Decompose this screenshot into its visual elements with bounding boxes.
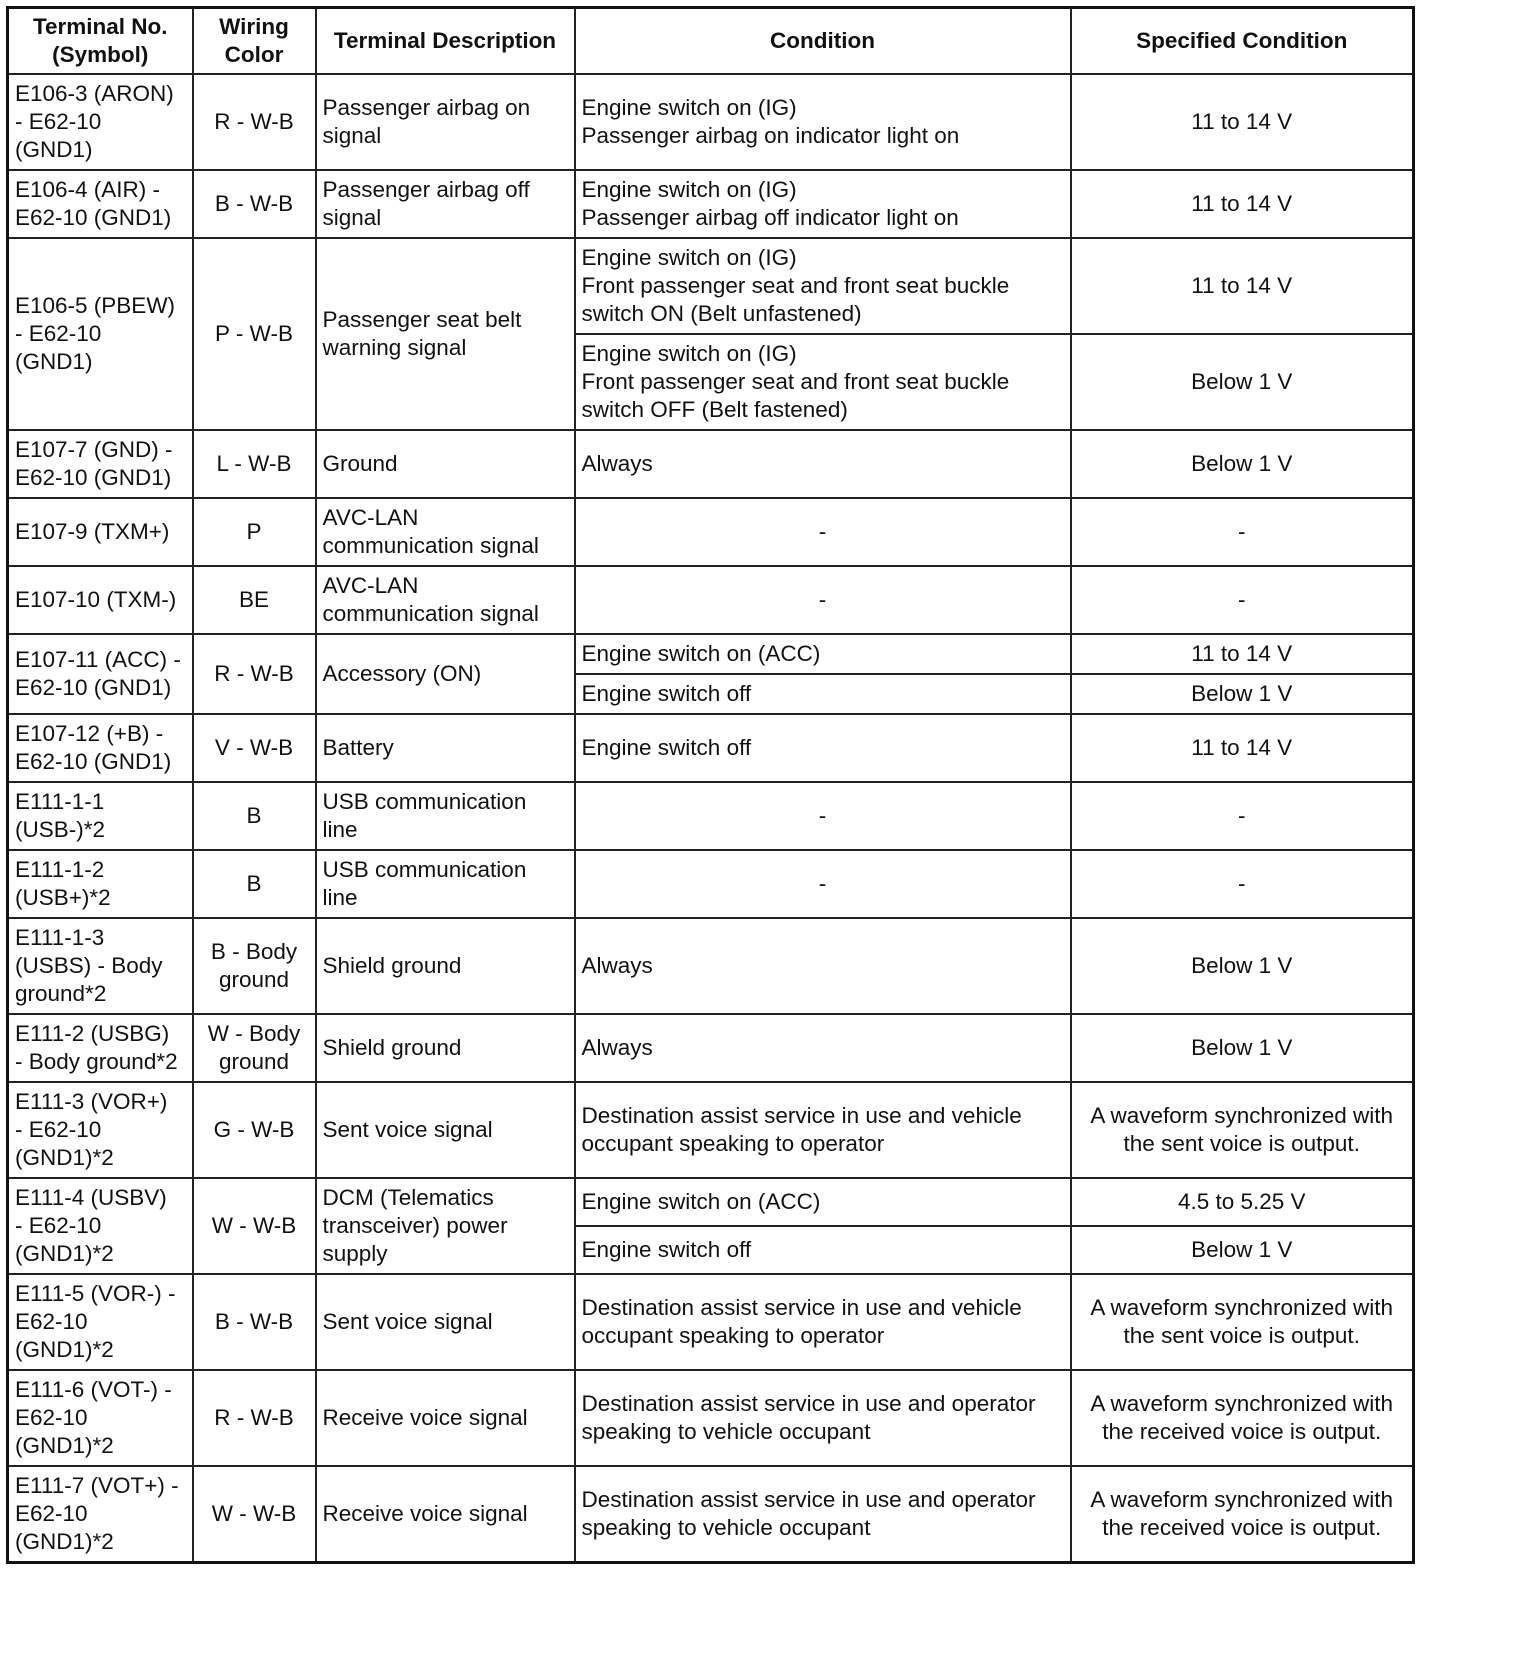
- specified-cell: A waveform synchronized with the received voice is output.: [1071, 1466, 1414, 1562]
- table-row: [8, 170, 1414, 238]
- condition-cell: Always: [575, 430, 1071, 498]
- specified-cell: 11 to 14 V: [1071, 714, 1414, 782]
- description-cell: Battery: [316, 714, 575, 782]
- description-cell: USB communication line: [316, 782, 575, 850]
- table-row: [8, 1178, 1414, 1226]
- terminal-cell: E111-2 (USBG) - Body ground*2: [8, 1014, 193, 1082]
- terminal-cell: E111-4 (USBV) - E62-10 (GND1)*2: [8, 1178, 193, 1274]
- table-row: [8, 1274, 1414, 1370]
- wiring-cell: B: [193, 782, 316, 850]
- description-cell: USB communication line: [316, 850, 575, 918]
- wiring-cell: W - Body ground: [193, 1014, 316, 1082]
- specified-cell: 11 to 14 V: [1071, 238, 1414, 334]
- description-cell: Sent voice signal: [316, 1274, 575, 1370]
- terminal-cell: E107-12 (+B) - E62-10 (GND1): [8, 714, 193, 782]
- terminal-cell: E106-3 (ARON) - E62-10 (GND1): [8, 74, 193, 170]
- table-row: [8, 238, 1414, 334]
- table-row: [8, 634, 1414, 674]
- table-row: [8, 74, 1414, 170]
- terminal-spec-table: [6, 6, 1415, 1564]
- condition-cell: Always: [575, 918, 1071, 1014]
- specified-cell: -: [1071, 566, 1414, 634]
- table-row: [8, 782, 1414, 850]
- condition-cell: Engine switch on (IG) Passenger airbag off indicator light on: [575, 170, 1071, 238]
- description-cell: Accessory (ON): [316, 634, 575, 714]
- table-row: [8, 498, 1414, 566]
- table-row: [8, 430, 1414, 498]
- terminal-cell: E111-1-3 (USBS) - Body ground*2: [8, 918, 193, 1014]
- specified-cell: 11 to 14 V: [1071, 170, 1414, 238]
- terminal-cell: E111-1-2 (USB+)*2: [8, 850, 193, 918]
- table-row: [8, 1370, 1414, 1466]
- table-row: [8, 918, 1414, 1014]
- table-row: [8, 1082, 1414, 1178]
- specified-cell: -: [1071, 498, 1414, 566]
- table-row: [8, 566, 1414, 634]
- wiring-cell: W - W-B: [193, 1178, 316, 1274]
- table-row: [8, 714, 1414, 782]
- wiring-cell: R - W-B: [193, 1370, 316, 1466]
- terminal-cell: E107-11 (ACC) - E62-10 (GND1): [8, 634, 193, 714]
- wiring-cell: BE: [193, 566, 316, 634]
- description-cell: Shield ground: [316, 918, 575, 1014]
- specified-cell: Below 1 V: [1071, 918, 1414, 1014]
- header-row: [8, 8, 1414, 75]
- specified-cell: Below 1 V: [1071, 1226, 1414, 1274]
- specified-cell: A waveform synchronized with the sent voice is output.: [1071, 1082, 1414, 1178]
- terminal-cell: E107-10 (TXM-): [8, 566, 193, 634]
- wiring-cell: W - W-B: [193, 1466, 316, 1562]
- terminal-cell: E111-3 (VOR+) - E62-10 (GND1)*2: [8, 1082, 193, 1178]
- terminal-cell: E106-4 (AIR) - E62-10 (GND1): [8, 170, 193, 238]
- wiring-cell: G - W-B: [193, 1082, 316, 1178]
- condition-cell: -: [575, 850, 1071, 918]
- condition-cell: -: [575, 782, 1071, 850]
- description-cell: Sent voice signal: [316, 1082, 575, 1178]
- condition-cell: Always: [575, 1014, 1071, 1082]
- condition-cell: Destination assist service in use and vehicle occupant speaking to operator: [575, 1082, 1071, 1178]
- specified-cell: Below 1 V: [1071, 674, 1414, 714]
- specified-cell: -: [1071, 782, 1414, 850]
- terminal-cell: E111-7 (VOT+) - E62-10 (GND1)*2: [8, 1466, 193, 1562]
- table-row: [8, 850, 1414, 918]
- description-cell: DCM (Telematics transceiver) power supply: [316, 1178, 575, 1274]
- condition-cell: Engine switch on (ACC): [575, 634, 1071, 674]
- wiring-cell: B - W-B: [193, 1274, 316, 1370]
- condition-cell: Destination assist service in use and operator speaking to vehicle occupant: [575, 1466, 1071, 1562]
- wiring-cell: P: [193, 498, 316, 566]
- condition-cell: Destination assist service in use and operator speaking to vehicle occupant: [575, 1370, 1071, 1466]
- condition-cell: Engine switch on (IG) Passenger airbag on indicator light on: [575, 74, 1071, 170]
- terminal-cell: E111-6 (VOT-) - E62-10 (GND1)*2: [8, 1370, 193, 1466]
- specified-cell: -: [1071, 850, 1414, 918]
- wiring-cell: B - Body ground: [193, 918, 316, 1014]
- description-cell: Passenger airbag off signal: [316, 170, 575, 238]
- wiring-cell: B - W-B: [193, 170, 316, 238]
- description-cell: AVC-LAN communication signal: [316, 498, 575, 566]
- terminal-cell: E111-1-1 (USB-)*2: [8, 782, 193, 850]
- wiring-cell: B: [193, 850, 316, 918]
- condition-cell: Engine switch on (IG) Front passenger seat and front seat buckle switch ON (Belt unfastened): [575, 238, 1071, 334]
- specified-cell: A waveform synchronized with the sent voice is output.: [1071, 1274, 1414, 1370]
- wiring-cell: L - W-B: [193, 430, 316, 498]
- header-condition: Condition: [575, 8, 1071, 75]
- condition-cell: Engine switch on (ACC): [575, 1178, 1071, 1226]
- condition-cell: Engine switch off: [575, 714, 1071, 782]
- terminal-cell: E107-9 (TXM+): [8, 498, 193, 566]
- specified-cell: Below 1 V: [1071, 430, 1414, 498]
- specified-cell: A waveform synchronized with the received voice is output.: [1071, 1370, 1414, 1466]
- header-specified-condition: Specified Condition: [1071, 8, 1414, 75]
- wiring-cell: V - W-B: [193, 714, 316, 782]
- terminal-cell: E107-7 (GND) - E62-10 (GND1): [8, 430, 193, 498]
- specified-cell: 11 to 14 V: [1071, 74, 1414, 170]
- condition-cell: Engine switch off: [575, 674, 1071, 714]
- condition-cell: Destination assist service in use and vehicle occupant speaking to operator: [575, 1274, 1071, 1370]
- condition-cell: Engine switch off: [575, 1226, 1071, 1274]
- header-terminal-description: Terminal Description: [316, 8, 575, 75]
- description-cell: AVC-LAN communication signal: [316, 566, 575, 634]
- description-cell: Passenger airbag on signal: [316, 74, 575, 170]
- condition-cell: Engine switch on (IG) Front passenger seat and front seat buckle switch OFF (Belt fastened): [575, 334, 1071, 430]
- description-cell: Receive voice signal: [316, 1370, 575, 1466]
- wiring-cell: P - W-B: [193, 238, 316, 430]
- table-row: [8, 1466, 1414, 1562]
- terminal-cell: E106-5 (PBEW) - E62-10 (GND1): [8, 238, 193, 430]
- description-cell: Passenger seat belt warning signal: [316, 238, 575, 430]
- condition-cell: -: [575, 566, 1071, 634]
- description-cell: Ground: [316, 430, 575, 498]
- terminal-cell: E111-5 (VOR-) - E62-10 (GND1)*2: [8, 1274, 193, 1370]
- table-row: [8, 1014, 1414, 1082]
- terminal-spec-table-wrapper: [6, 6, 1415, 1564]
- specified-cell: 11 to 14 V: [1071, 634, 1414, 674]
- wiring-cell: R - W-B: [193, 634, 316, 714]
- specified-cell: Below 1 V: [1071, 1014, 1414, 1082]
- condition-cell: -: [575, 498, 1071, 566]
- description-cell: Shield ground: [316, 1014, 575, 1082]
- header-terminal: Terminal No. (Symbol): [8, 8, 193, 75]
- description-cell: Receive voice signal: [316, 1466, 575, 1562]
- specified-cell: 4.5 to 5.25 V: [1071, 1178, 1414, 1226]
- specified-cell: Below 1 V: [1071, 334, 1414, 430]
- header-wiring-color: Wiring Color: [193, 8, 316, 75]
- wiring-cell: R - W-B: [193, 74, 316, 170]
